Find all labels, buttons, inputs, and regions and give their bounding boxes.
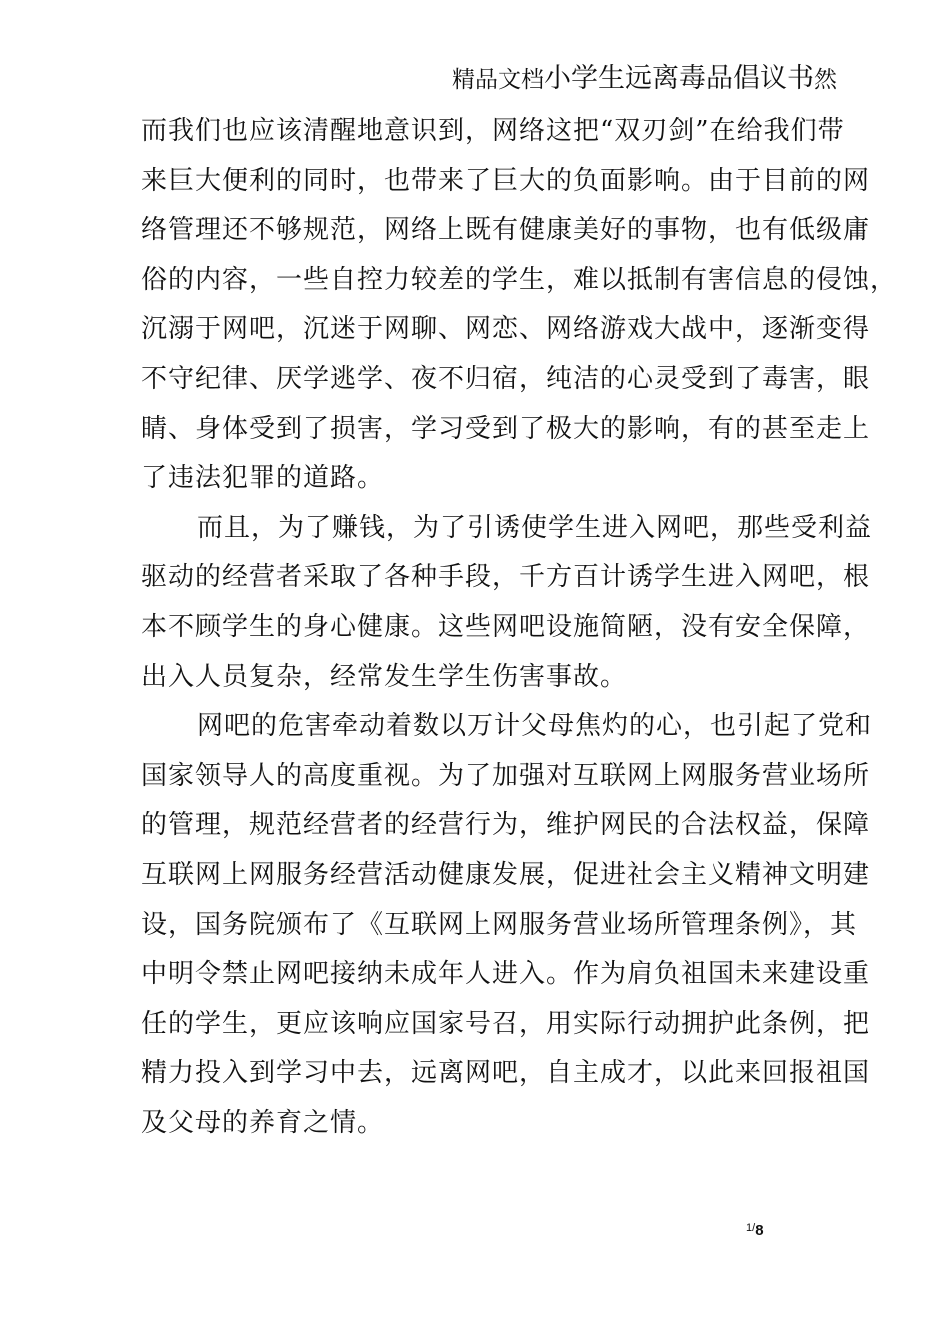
current-page-number: 1: [746, 1222, 753, 1234]
header-suffix: 然: [814, 67, 837, 93]
text-line: 而且，为了赚钱，为了引诱使学生进入网吧，那些受利益: [197, 512, 873, 543]
text-line: 驱动的经营者采取了各种手段，千方百计诱学生进入网吧，根: [141, 562, 871, 593]
text-line: 互联网上网服务经营活动健康发展，促进社会主义精神文明建: [141, 859, 871, 890]
text-line: 来巨大便利的同时，也带来了巨大的负面影响。由于目前的网: [141, 165, 871, 196]
text-line: 不守纪律、厌学逃学、夜不归宿，纯洁的心灵受到了毒害，眼: [141, 363, 871, 394]
text-line: 睛、身体受到了损害，学习受到了极大的影响，有的甚至走上: [141, 413, 871, 444]
text-line: 设，国务院颁布了《互联网上网服务营业场所管理条例》，其: [141, 909, 858, 940]
text-line: 国家领导人的高度重视。为了加强对互联网上网服务营业场所: [141, 760, 871, 791]
text-line: 及父母的养育之情。: [141, 1107, 385, 1138]
text-line: 了违法犯罪的道路。: [141, 463, 385, 494]
text-line: 任的学生，更应该响应国家号召，用实际行动拥护此条例，把: [141, 1008, 871, 1039]
text-line: 俗的内容，一些自控力较差的学生，难以抵制有害信息的侵蚀，: [141, 264, 898, 295]
page-number: [746, 1222, 764, 1240]
text-line: 络管理还不够规范，网络上既有健康美好的事物，也有低级庸: [141, 215, 871, 246]
text-line: 出入人员复杂，经常发生学生伤害事故。: [141, 661, 628, 692]
text-line: 本不顾学生的身心健康。这些网吧设施简陋，没有安全保障，: [141, 611, 871, 642]
total-pages: 8: [755, 1222, 764, 1239]
document-title: 小学生远离毒品倡议书: [544, 63, 814, 94]
header-prefix: 精品文档: [452, 67, 544, 93]
text-line: 沉溺于网吧，沉迷于网聊、网恋、网络游戏大战中，逐渐变得: [141, 314, 871, 345]
text-line: 中明令禁止网吧接纳未成年人进入。作为肩负祖国未来建设重: [141, 959, 871, 990]
page-header: [452, 62, 837, 97]
text-line: 精力投入到学习中去，远离网吧，自主成才，以此来回报祖国: [141, 1058, 871, 1089]
text-line: 的管理，规范经营者的经营行为，维护网民的合法权益，保障: [141, 810, 871, 841]
text-line: 网吧的危害牵动着数以万计父母焦灼的心，也引起了党和: [197, 711, 873, 742]
document-body: [141, 107, 898, 1148]
text-line: 而我们也应该清醒地意识到，网络这把“双刃剑”在给我们带: [141, 116, 845, 146]
page-separator: /: [752, 1222, 756, 1234]
